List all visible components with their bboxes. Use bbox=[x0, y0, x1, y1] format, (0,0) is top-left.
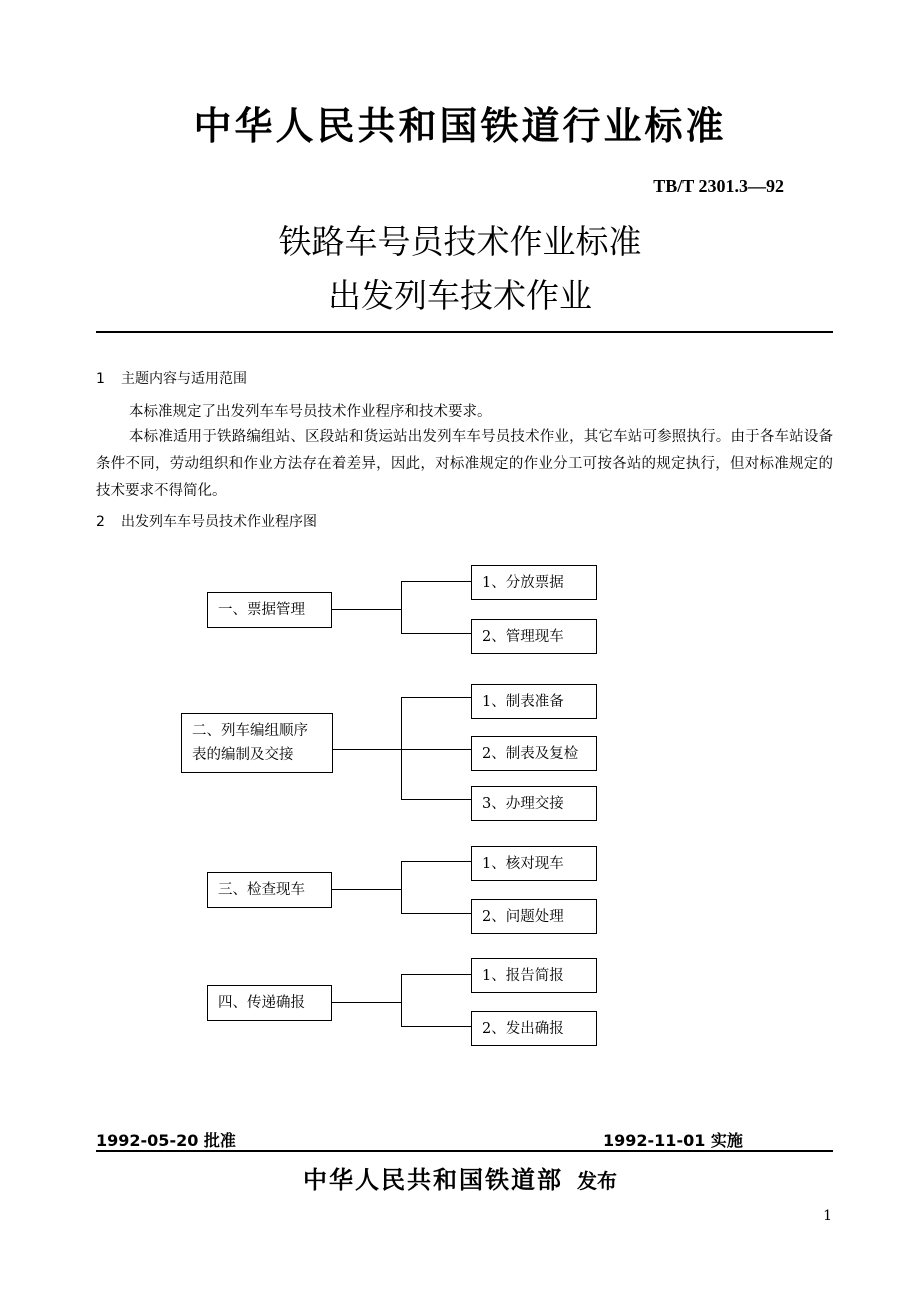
group4-box: 四、传递确报 bbox=[207, 985, 332, 1021]
connector bbox=[332, 889, 401, 890]
connector bbox=[401, 697, 402, 799]
group4-step1-box: 1、报告简报 bbox=[471, 958, 597, 993]
section1-paragraph1: 本标准规定了出发列车车号员技术作业程序和技术要求。 bbox=[129, 404, 492, 420]
section2-number: 2 bbox=[96, 514, 105, 530]
footer-divider bbox=[96, 1150, 833, 1152]
group1-step1-box: 1、分放票据 bbox=[471, 565, 597, 600]
document-title-line1: 铁路车号员技术作业标准 bbox=[278, 222, 642, 261]
group2-label-line1: 二、列车编组顺序 bbox=[192, 723, 308, 739]
standard-code: TB/T 2301.3—92 bbox=[653, 176, 784, 196]
connector bbox=[401, 749, 472, 750]
connector bbox=[401, 974, 472, 975]
publisher-line bbox=[0, 1160, 920, 1195]
group2-step2-box: 2、制表及复检 bbox=[471, 736, 597, 771]
connector bbox=[332, 609, 401, 610]
connector bbox=[401, 1026, 472, 1027]
group3-step1-box: 1、核对现车 bbox=[471, 846, 597, 881]
connector bbox=[333, 749, 401, 750]
page-number: 1 bbox=[823, 1208, 832, 1224]
connector bbox=[401, 633, 472, 634]
standard-header-title: 中华人民共和国铁道行业标准 bbox=[193, 104, 727, 148]
connector bbox=[401, 974, 402, 1026]
section2-heading-text: 出发列车车号员技术作业程序图 bbox=[121, 514, 317, 530]
section1-paragraph2: 本标准适用于铁路编组站、区段站和货运站出发列车车号员技术作业，其它车站可参照执行。由于各车站设备条件不同，劳动组织和作业方法存在着差异，因此，对标准规定的作业分工可按各站的规定执行，但对标准规定的技术要求不得简化。 bbox=[96, 429, 833, 499]
publisher-name: 中华人民共和国铁道部 bbox=[303, 1166, 563, 1194]
connector bbox=[401, 581, 472, 582]
publish-word: 发布 bbox=[577, 1169, 617, 1193]
section1-heading bbox=[96, 369, 247, 389]
connector bbox=[401, 861, 402, 913]
title-divider bbox=[96, 331, 833, 333]
group2-label-line2: 表的编制及交接 bbox=[192, 747, 294, 763]
group4-step2-box: 2、发出确报 bbox=[471, 1011, 597, 1046]
group2-box bbox=[181, 713, 333, 773]
group2-step1-box: 1、制表准备 bbox=[471, 684, 597, 719]
connector bbox=[401, 799, 472, 800]
group3-box: 三、检查现车 bbox=[207, 872, 332, 908]
group2-step3-box: 3、办理交接 bbox=[471, 786, 597, 821]
section2-heading bbox=[96, 512, 317, 532]
approval-date: 1992-05-20 批准 bbox=[96, 1131, 236, 1150]
connector bbox=[332, 1002, 401, 1003]
section1-heading-text: 主题内容与适用范围 bbox=[121, 371, 247, 387]
connector bbox=[401, 913, 472, 914]
connector bbox=[401, 697, 472, 698]
effective-date: 1992-11-01 实施 bbox=[603, 1131, 743, 1150]
connector bbox=[401, 861, 472, 862]
group1-step2-box: 2、管理现车 bbox=[471, 619, 597, 654]
document-title-line2: 出发列车技术作业 bbox=[328, 276, 592, 315]
connector bbox=[401, 581, 402, 633]
group1-box: 一、票据管理 bbox=[207, 592, 332, 628]
group3-step2-box: 2、问题处理 bbox=[471, 899, 597, 934]
section1-number: 1 bbox=[96, 371, 105, 387]
